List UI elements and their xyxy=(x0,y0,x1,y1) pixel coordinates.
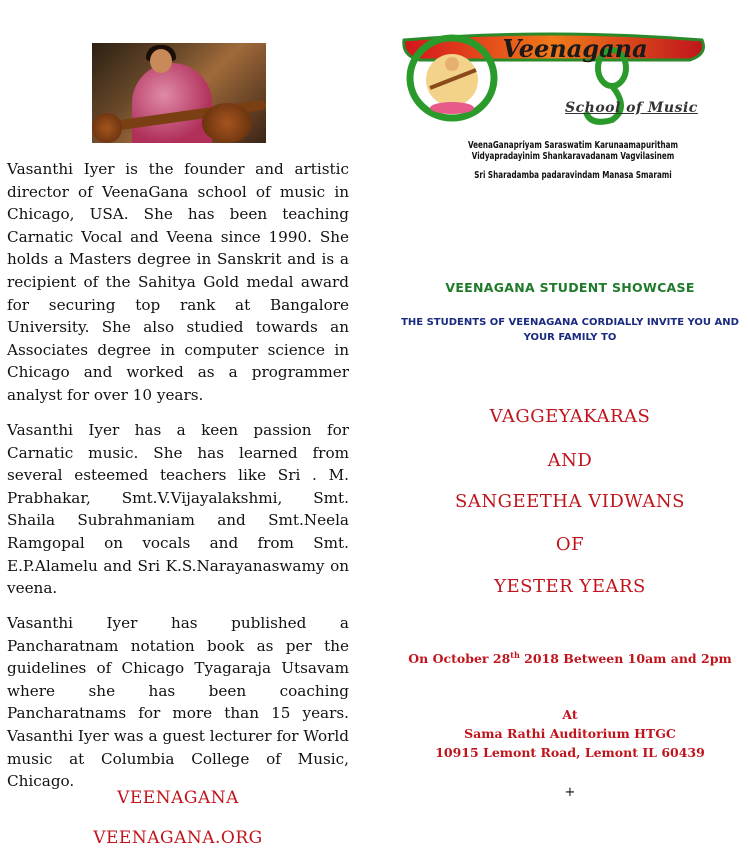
event-date-ordinal: th xyxy=(510,650,520,660)
venue-address: 10915 Lemont Road, Lemont IL 60439 xyxy=(435,745,705,760)
lotus-base xyxy=(430,102,474,114)
photo-face xyxy=(150,49,172,73)
event-showcase-heading: VEENAGANA STUDENT SHOWCASE xyxy=(445,280,695,295)
veena-gourd-small xyxy=(92,113,122,143)
bio-paragraph-1: Vasanthi Iyer is the founder and artistic director of VeenaGana school of music in Chicago, USA. She has been teaching Carnatic Vocal and Veena since 1990. She holds a Masters degree in Sanskrit and is a recipient of the Sahitya Gold medal award for securing top rank at Bangalore University. She also studied towards an Associates degree in computer science in Chicago and worked as a programmer analyst for over 10 years. xyxy=(7,160,349,404)
event-title-line-2: AND xyxy=(547,450,593,471)
bio-paragraph-3: Vasanthi Iyer has published a Pancharatnam notation book as per the guidelines of Chicago Tyagaraja Utsavam where she has been coaching Pancharatnams for more than 15 years. Vasanthi Iyer was a guest lecturer for World music at Columbia College of Music, Chicago. xyxy=(7,614,349,791)
event-date xyxy=(400,650,740,666)
logo-text: Veenagana xyxy=(502,34,648,63)
veena-gourd xyxy=(202,103,252,143)
event-title-line-1: VAGGEYAKARAS xyxy=(489,406,651,427)
footer-website[interactable]: VEENAGANA.ORG xyxy=(93,828,263,848)
event-invitation: THE STUDENTS OF VEENAGANA CORDIALLY INVITE YOU AND YOUR FAMILY TO xyxy=(401,317,739,343)
saraswati-face xyxy=(445,57,459,71)
bio-paragraph-2: Vasanthi Iyer has a keen passion for Carnatic music. She has learned from several esteemed teachers like Sri . M. Prabhakar, Smt.V.Vijayalakshmi, Smt. Shaila Subrahmaniam and Smt.Neela Ramgopal on vocals and from Smt. E.P.Alamelu and Sri K.S.Narayanaswamy on veena. xyxy=(7,421,349,598)
founder-photo xyxy=(92,43,266,143)
event-title-line-5: YESTER YEARS xyxy=(494,576,646,597)
photo-sari xyxy=(132,63,212,143)
event-date-rest: 2018 Between 10am and 2pm xyxy=(519,651,732,667)
shloka-line-2: Sri Sharadamba padaravindam Manasa Smarami xyxy=(474,170,672,181)
venue-name: Sama Rathi Auditorium HTGC xyxy=(464,726,676,741)
venue-at: At xyxy=(562,707,578,722)
event-date-prefix: On October 28 xyxy=(408,651,511,667)
logo-tagline: School of Music xyxy=(565,100,698,116)
event-title-line-3: SANGEETHA VIDWANS xyxy=(455,491,685,512)
footer-school-name: VEENAGANA xyxy=(117,788,239,808)
shloka-line-1: VeenaGanapriyam Saraswatim Karunaamapuritham Vidyapradayinim Shankaravadanam Vagvilasinem xyxy=(468,140,678,162)
plus-symbol: + xyxy=(564,785,576,800)
event-title-line-4: OF xyxy=(555,534,585,555)
